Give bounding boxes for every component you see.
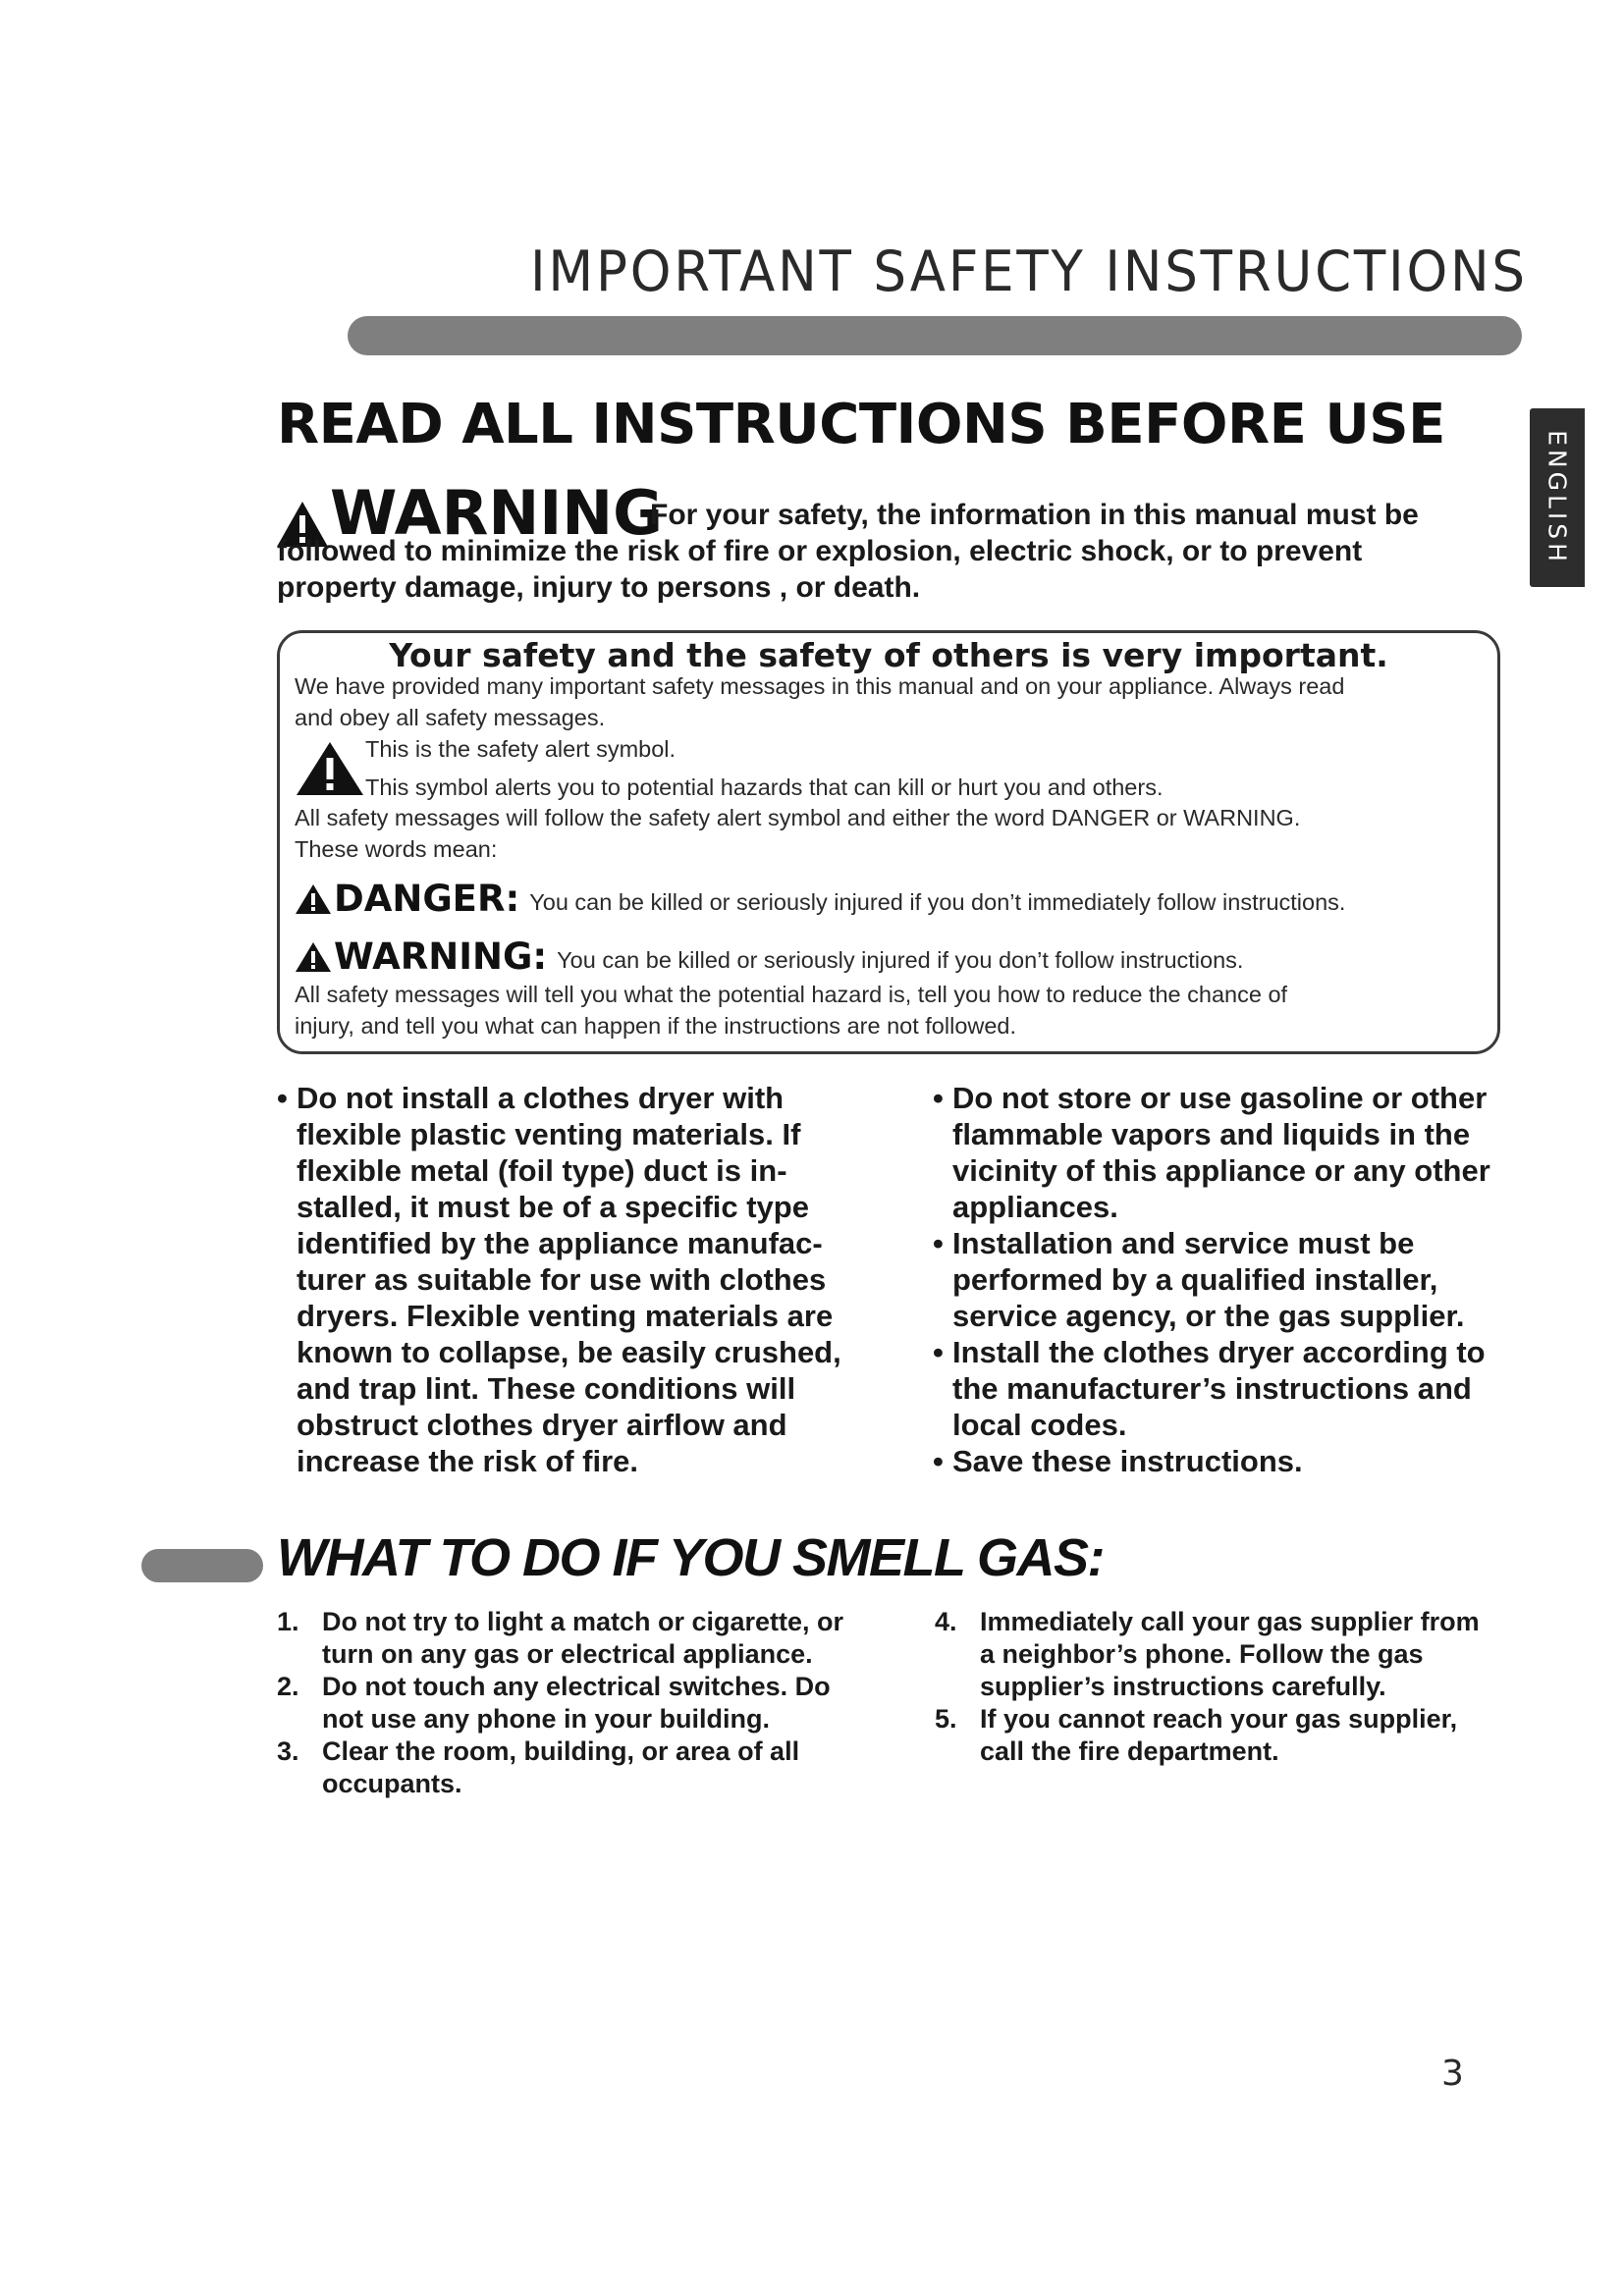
safety-symbol-line: This symbol alerts you to potential hazards that can kill or hurt you and others. xyxy=(365,774,1164,800)
list-item-number: 2. xyxy=(277,1672,299,1701)
warning-text: You can be killed or seriously injured if you don’t follow instructions. xyxy=(557,947,1244,973)
list-item-text: Installation and service must be performed by a qualified installer, service agency, or the gas supplier. xyxy=(952,1226,1465,1333)
list-item xyxy=(277,1735,846,1800)
list-item-text: Do not install a clothes dryer with flexible plastic venting materials. If flexible metal (foil type) duct is in-stalled, it must be of a specific type identified by the appliance manufac-turer as suitable for use with clothes dryers. Flexible venting materials are known to collapse, be easily crushed, and trap lint. These conditions will obstruct clothes dryer airflow and increase the risk of fire. xyxy=(297,1081,841,1478)
right-bullet-list xyxy=(933,1080,1502,1479)
warning-word: WARNING: xyxy=(334,935,548,978)
language-tab-label: ENGLISH xyxy=(1543,430,1572,565)
danger-definition xyxy=(295,880,1345,919)
safety-box-line: We have provided many important safety messages in this manual and on your appliance. Always read xyxy=(295,673,1345,699)
left-bullet-list xyxy=(277,1080,856,1479)
safety-alert-icon xyxy=(295,941,332,973)
title-bar-divider xyxy=(348,316,1522,355)
safety-box-line: All safety messages will follow the safety alert symbol and either the word DANGER or WARNING. xyxy=(295,805,1301,830)
list-item-text: Do not touch any electrical switches. Do not use any phone in your building. xyxy=(322,1672,831,1734)
safety-alert-icon xyxy=(295,883,332,915)
list-item-text: Save these instructions. xyxy=(952,1444,1303,1478)
list-item-text: Immediately call your gas supplier from a neighbor’s phone. Follow the gas supplier’s instructions carefully. xyxy=(980,1607,1480,1701)
list-item xyxy=(933,1334,1502,1443)
section-marker-bar xyxy=(141,1549,263,1582)
list-item-text: Do not try to light a match or cigarette, or turn on any gas or electrical appliance. xyxy=(322,1607,844,1669)
list-item-text: If you cannot reach your gas supplier, call the fire department. xyxy=(980,1704,1458,1766)
list-item-number: 5. xyxy=(935,1704,957,1734)
safety-symbol-line: This is the safety alert symbol. xyxy=(365,736,677,762)
list-item xyxy=(935,1703,1485,1768)
list-item-number: 1. xyxy=(277,1607,299,1636)
list-item-number: 4. xyxy=(935,1607,957,1636)
safety-box-line: and obey all safety messages. xyxy=(295,705,606,730)
list-item xyxy=(933,1443,1502,1479)
list-item xyxy=(935,1606,1485,1703)
list-item-number: 3. xyxy=(277,1736,299,1766)
warning-intro-text: For your safety, the information in this manual must be followed to minimize the risk of fire or explosion, electric shock, or to prevent property damage, injury to persons , or death. xyxy=(277,499,1419,604)
list-item xyxy=(933,1225,1502,1334)
list-item-text: Do not store or use gasoline or other flammable vapors and liquids in the vicinity of this appliance or any other appliances. xyxy=(952,1081,1490,1224)
danger-word: DANGER: xyxy=(334,878,520,920)
list-item-text: Clear the room, building, or area of all occupants. xyxy=(322,1736,800,1798)
smell-gas-heading: WHAT TO DO IF YOU SMELL GAS: xyxy=(277,1528,1105,1587)
list-item xyxy=(277,1080,856,1479)
safety-box-line: All safety messages will tell you what the potential hazard is, tell you how to reduce the chance of xyxy=(295,982,1288,1007)
list-item xyxy=(933,1080,1502,1225)
danger-text: You can be killed or seriously injured if you don’t immediately follow instructions. xyxy=(529,889,1346,915)
warning-definition xyxy=(295,937,1243,977)
language-tab xyxy=(1530,408,1585,587)
safety-box-line: These words mean: xyxy=(295,836,498,862)
list-item xyxy=(277,1671,846,1735)
list-item xyxy=(277,1606,846,1671)
safety-alert-icon xyxy=(295,740,365,797)
page-title: IMPORTANT SAFETY INSTRUCTIONS xyxy=(530,240,1528,304)
read-all-heading: READ ALL INSTRUCTIONS BEFORE USE xyxy=(277,393,1445,456)
safety-box-line: injury, and tell you what can happen if the instructions are not followed. xyxy=(295,1013,1017,1039)
safety-box-heading: Your safety and the safety of others is very important. xyxy=(389,636,1388,674)
warning-intro-word: WARNING xyxy=(330,477,664,549)
smell-gas-list-right xyxy=(935,1606,1485,1768)
smell-gas-list-left xyxy=(277,1606,846,1800)
page-number: 3 xyxy=(1441,2054,1464,2094)
list-item-text: Install the clothes dryer according to the manufacturer’s instructions and local codes. xyxy=(952,1335,1486,1442)
